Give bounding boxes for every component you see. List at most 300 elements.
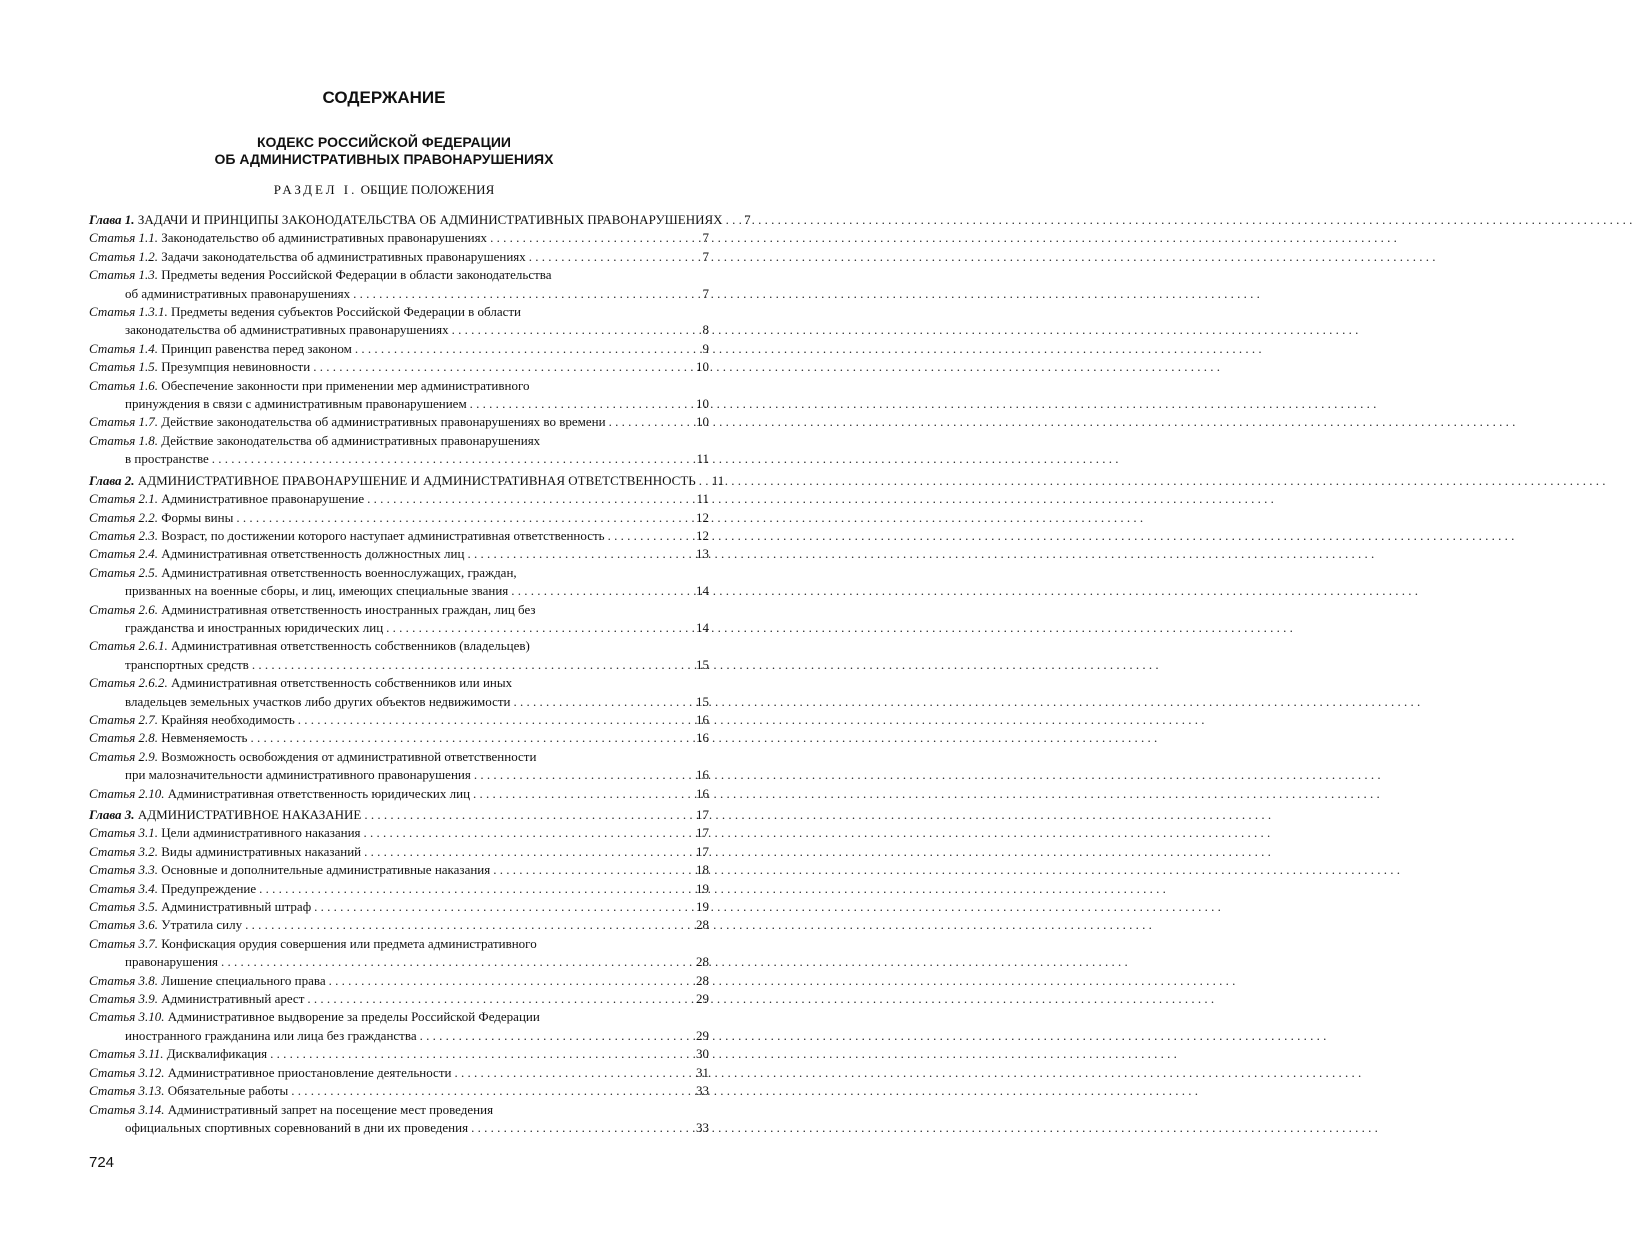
toc-article[interactable] — [89, 432, 709, 469]
leader-dots — [473, 785, 693, 803]
article-label: Статья 2.3. — [89, 527, 158, 543]
toc-article[interactable] — [89, 935, 709, 972]
toc-article[interactable] — [89, 824, 709, 842]
toc-line — [89, 377, 709, 395]
entry-title-text: Дисквалификация — [166, 1046, 268, 1062]
article-label: Статья 3.12. — [89, 1064, 165, 1080]
toc-line-text — [89, 806, 361, 824]
entry-page-number: 30 — [696, 1046, 709, 1062]
article-label: Статья 2.5. — [89, 564, 158, 580]
entry-page-number: 16 — [696, 730, 709, 746]
article-label: Статья 1.8. — [89, 432, 158, 448]
toc-line-text — [125, 395, 467, 413]
article-label: Статья 2.9. — [89, 748, 158, 764]
article-label: Статья 3.5. — [89, 899, 158, 915]
toc-line-text — [89, 916, 242, 934]
toc-line-text — [125, 1119, 468, 1137]
toc-line — [89, 229, 709, 247]
entry-title-text: владельцев земельных участков либо других объектов недвижимости — [125, 693, 511, 709]
leader-dots — [467, 545, 693, 563]
entry-page-number: 15 — [696, 693, 709, 709]
toc-line — [89, 1027, 709, 1045]
entry-title-text: правонарушения — [125, 954, 219, 970]
toc-line-text — [125, 619, 383, 637]
toc-line-text — [125, 582, 508, 600]
entry-page-number: 19 — [696, 899, 709, 915]
article-label: Статья 1.6. — [89, 377, 158, 393]
toc-line — [89, 861, 709, 879]
entry-title-text: ЗАДАЧИ И ПРИНЦИПЫ ЗАКОНОДАТЕЛЬСТВА ОБ АДМИНИСТРАТИВНЫХ ПРАВОНАРУШЕНИЯХ — [137, 212, 723, 227]
toc-line-text — [89, 898, 311, 916]
toc-line-text — [125, 656, 249, 674]
article-label: Статья 3.14. — [89, 1101, 165, 1117]
toc-article[interactable] — [89, 509, 709, 527]
toc-line — [89, 266, 709, 284]
entry-title-text: законодательства об административных правонарушениях — [125, 322, 449, 338]
toc-article[interactable] — [89, 229, 709, 247]
entry-title-text: гражданства и иностранных юридических лиц — [125, 619, 384, 635]
article-label: Статья 3.4. — [89, 880, 158, 896]
entry-page-number: 33 — [696, 1119, 709, 1135]
article-label: Статья 2.2. — [89, 509, 158, 525]
entry-page-number: 29 — [696, 991, 709, 1007]
entry-page-number: 17 — [696, 807, 709, 822]
toc-line-text — [89, 565, 517, 580]
toc-line — [89, 582, 709, 600]
entry-page-number: 14 — [696, 619, 709, 635]
toc-line-text — [125, 953, 218, 971]
entry-title-text: Административная ответственность юридических лиц — [167, 785, 471, 801]
entry-title-text: Административный арест — [161, 991, 305, 1007]
entry-page-number: 18 — [696, 862, 709, 878]
section-label: РАЗДЕЛ I. — [273, 182, 358, 197]
toc-article[interactable] — [89, 637, 709, 674]
toc-line-text — [89, 545, 464, 563]
toc-article[interactable] — [89, 972, 709, 990]
leader-dots — [245, 916, 693, 934]
toc-article[interactable] — [89, 358, 709, 376]
leader-dots — [699, 472, 709, 490]
toc-chapter[interactable] — [89, 806, 709, 824]
toc-line-text — [89, 1009, 540, 1024]
article-label: Статья 2.7. — [89, 711, 158, 727]
toc-line — [89, 303, 709, 321]
toc-line — [89, 1008, 709, 1026]
toc-line — [89, 1045, 709, 1063]
toc-article[interactable] — [89, 377, 709, 414]
toc-line — [89, 413, 709, 431]
entry-title-text: Предметы ведения субъектов Российской Федерации в области — [171, 304, 522, 320]
toc-article[interactable] — [89, 564, 709, 601]
section-title: ОБЩИЕ ПОЛОЖЕНИЯ — [360, 182, 495, 197]
article-label: Статья 1.2. — [89, 248, 158, 264]
toc-line-text — [89, 358, 310, 376]
entry-page-number: 12 — [696, 509, 709, 525]
toc-line — [89, 953, 709, 971]
toc-article[interactable] — [89, 1064, 709, 1082]
entry-page-number: 10 — [696, 414, 709, 430]
toc-line-text — [89, 490, 364, 508]
toc-line — [89, 395, 709, 413]
entry-title-text: Утратила силу — [161, 917, 243, 933]
toc-line — [89, 321, 709, 339]
table-of-contents — [89, 208, 751, 1137]
entry-page-number: 16 — [696, 711, 709, 727]
toc-line — [89, 1064, 709, 1082]
entry-title-text: Административная ответственность собственников (владельцев) — [171, 638, 530, 654]
toc-article[interactable] — [89, 545, 709, 563]
article-label: Статья 3.9. — [89, 991, 158, 1007]
toc-line-text — [89, 843, 361, 861]
section-heading — [0, 182, 768, 198]
entry-page-number: 7 — [702, 230, 709, 246]
toc-line-text — [89, 229, 487, 247]
toc-line-text — [89, 880, 256, 898]
toc-article[interactable] — [89, 916, 709, 934]
toc-line — [89, 432, 709, 450]
entry-page-number: 7 — [702, 285, 709, 301]
toc-article[interactable] — [89, 898, 709, 916]
toc-line-text — [89, 378, 529, 393]
toc-line — [89, 509, 709, 527]
article-label: Статья 1.7. — [89, 414, 158, 430]
entry-title-text: официальных спортивных соревнований в дни их проведения — [125, 1119, 469, 1135]
toc-line-text — [89, 785, 470, 803]
toc-line-text — [89, 413, 606, 431]
toc-line-text — [89, 1064, 451, 1082]
entry-title-text: Административное приостановление деятельности — [167, 1064, 452, 1080]
toc-line-text — [89, 340, 352, 358]
toc-line-text — [89, 1082, 288, 1100]
page-number: 724 — [89, 1154, 115, 1171]
toc-article[interactable] — [89, 248, 709, 266]
toc-line — [89, 656, 709, 674]
toc-line-text — [89, 472, 696, 490]
toc-line-text — [125, 693, 510, 711]
article-label: Статья 2.6.2. — [89, 675, 168, 691]
entry-page-number: 11 — [696, 491, 709, 507]
toc-line-text — [89, 972, 326, 990]
entry-page-number: 16 — [696, 785, 709, 801]
entry-title-text: Предметы ведения Российской Федерации в области законодательства — [161, 267, 552, 283]
toc-line — [89, 674, 709, 692]
entry-page-number: 33 — [696, 1083, 709, 1099]
toc-article[interactable] — [89, 843, 709, 861]
toc-line — [89, 564, 709, 582]
leader-dots — [529, 248, 694, 266]
leader-dots — [726, 211, 736, 229]
toc-line — [89, 1082, 709, 1100]
entry-title-text: АДМИНИСТРАТИВНОЕ НАКАЗАНИЕ — [137, 807, 362, 822]
toc-line — [89, 972, 709, 990]
toc-line — [89, 527, 709, 545]
entry-page-number: 12 — [696, 527, 709, 543]
entry-page-number: 14 — [696, 583, 709, 599]
entry-title-text: Законодательство об административных правонарушениях — [161, 230, 488, 246]
article-label: Статья 1.1. — [89, 230, 158, 246]
leader-dots — [513, 693, 693, 711]
leader-dots — [236, 509, 693, 527]
toc-line — [89, 824, 709, 842]
article-label: Статья 3.8. — [89, 972, 158, 988]
entry-page-number: 15 — [696, 656, 709, 672]
article-label: Статья 2.4. — [89, 546, 158, 562]
article-label: Статья 3.7. — [89, 935, 158, 951]
leader-dots — [314, 898, 693, 916]
entry-title-text: принуждения в связи с административным правонарушением — [125, 396, 467, 412]
entry-title-text: Крайняя необходимость — [161, 711, 295, 727]
entry-title-text: Административный штраф — [161, 899, 312, 915]
entry-title-text: в пространстве — [125, 451, 209, 467]
leader-dots — [291, 1082, 693, 1100]
entry-page-number: 10 — [696, 359, 709, 375]
entry-title-text: Административная ответственность военнослужащих, граждан, — [161, 564, 517, 580]
leader-dots — [313, 358, 693, 376]
leader-dots — [364, 806, 693, 824]
toc-line-text — [89, 861, 490, 879]
toc-article[interactable] — [89, 303, 709, 340]
toc-line-text — [89, 711, 295, 729]
toc-line-text — [89, 602, 536, 617]
toc-article[interactable] — [89, 711, 709, 729]
leader-dots — [259, 880, 693, 898]
article-label: Статья 2.6.1. — [89, 638, 168, 654]
toc-line — [89, 898, 709, 916]
toc-article[interactable] — [89, 729, 709, 747]
entry-title-text: Действие законодательства об административных правонарушениях — [161, 432, 541, 448]
leader-dots — [252, 656, 693, 674]
toc-line — [89, 285, 709, 303]
code-title-line-2: ОБ АДМИНИСТРАТИВНЫХ ПРАВОНАРУШЕНИЯХ — [214, 151, 554, 167]
entry-page-number: 28 — [696, 917, 709, 933]
toc-article[interactable] — [89, 1008, 709, 1045]
entry-title-text: Формы вины — [161, 509, 234, 525]
entry-page-number: 11 — [696, 451, 709, 467]
toc-chapter[interactable] — [89, 211, 751, 229]
article-label: Статья 3.6. — [89, 917, 158, 933]
entry-title-text: Административный запрет на посещение мест проведения — [167, 1101, 494, 1117]
entry-page-number: 7 — [702, 248, 709, 264]
entry-title-text: Обязательные работы — [167, 1083, 289, 1099]
entry-title-text: призванных на военные сборы, и лиц, имеющих специальные звания — [125, 583, 509, 599]
toc-article[interactable] — [89, 748, 709, 785]
leader-dots — [270, 1045, 693, 1063]
toc-line — [89, 248, 709, 266]
entry-page-number: 17 — [696, 825, 709, 841]
leader-dots — [367, 490, 693, 508]
toc-line-text — [89, 304, 521, 319]
leader-dots — [471, 1119, 693, 1137]
leader-dots — [221, 953, 693, 971]
document-page — [0, 0, 768, 1241]
entry-title-text: Действие законодательства об административных правонарушениях во времени — [161, 414, 606, 430]
toc-article[interactable] — [89, 490, 709, 508]
leader-dots — [511, 582, 693, 600]
entry-title-text: Обеспечение законности при применении мер административного — [161, 377, 530, 393]
leader-dots — [608, 527, 693, 545]
toc-line — [89, 880, 709, 898]
leader-dots — [470, 395, 693, 413]
toc-line-text — [89, 509, 233, 527]
article-label: Статья 1.5. — [89, 359, 158, 375]
toc-article[interactable] — [89, 785, 709, 803]
leader-dots — [329, 972, 693, 990]
leader-dots — [364, 824, 693, 842]
toc-line-text — [125, 285, 350, 303]
toc-line-text — [89, 824, 361, 842]
toc-line-text — [89, 248, 526, 266]
toc-line — [89, 358, 709, 376]
entry-title-text: Конфискация орудия совершения или предмета административного — [161, 935, 537, 951]
entry-page-number: 28 — [696, 954, 709, 970]
toc-line-text — [89, 527, 605, 545]
toc-line — [89, 211, 751, 229]
toc-line — [89, 1119, 709, 1137]
article-label: Статья 3.1. — [89, 825, 158, 841]
entry-page-number: 9 — [702, 340, 709, 356]
toc-line-text — [125, 766, 471, 784]
toc-line — [89, 450, 709, 468]
leader-dots — [454, 1064, 693, 1082]
article-label: Статья 2.10. — [89, 785, 165, 801]
toc-article[interactable] — [89, 674, 709, 711]
entry-title-text: Невменяемость — [161, 730, 248, 746]
leader-dots — [250, 729, 693, 747]
leader-dots — [420, 1027, 693, 1045]
toc-line-text — [89, 1045, 267, 1063]
toc-line — [89, 843, 709, 861]
toc-article[interactable] — [89, 1082, 709, 1100]
toc-article[interactable] — [89, 861, 709, 879]
entry-title-text: Цели административного наказания — [161, 825, 361, 841]
toc-chapter[interactable] — [89, 472, 725, 490]
toc-line-text — [89, 675, 512, 690]
article-label: Статья 1.3. — [89, 267, 158, 283]
leader-dots — [490, 229, 694, 247]
entry-page-number: 29 — [696, 1027, 709, 1043]
article-label: Статья 1.4. — [89, 340, 158, 356]
toc-article[interactable] — [89, 1101, 709, 1138]
leader-dots — [355, 340, 694, 358]
leader-dots — [452, 321, 694, 339]
toc-line — [89, 729, 709, 747]
toc-article[interactable] — [89, 266, 709, 303]
toc-article[interactable] — [89, 340, 709, 358]
toc-line — [89, 637, 709, 655]
chapter-label: Глава 3. — [89, 807, 135, 822]
toc-line — [89, 990, 709, 1008]
toc-line-text — [89, 267, 552, 282]
toc-article[interactable] — [89, 880, 709, 898]
leader-dots — [212, 450, 694, 468]
entry-title-text: иностранного гражданина или лица без гражданства — [125, 1027, 417, 1043]
toc-line — [89, 748, 709, 766]
toc-article[interactable] — [89, 527, 709, 545]
leader-dots — [474, 766, 693, 784]
toc-line-text — [89, 433, 540, 448]
entry-title-text: Основные и дополнительные административные наказания — [161, 862, 491, 878]
entry-title-text: Предупреждение — [161, 880, 257, 896]
toc-line — [89, 711, 709, 729]
toc-line — [89, 619, 709, 637]
entry-title-text: Задачи законодательства об административных правонарушениях — [161, 248, 526, 264]
article-label: Статья 2.6. — [89, 601, 158, 617]
entry-page-number: 31 — [696, 1064, 709, 1080]
toc-line-text — [125, 450, 209, 468]
entry-title-text: Виды административных наказаний — [161, 843, 362, 859]
toc-line — [89, 545, 709, 563]
toc-line — [89, 935, 709, 953]
entry-page-number: 10 — [696, 396, 709, 412]
entry-title-text: при малозначительности административного правонарушения — [125, 767, 471, 783]
toc-line — [89, 806, 709, 824]
article-label: Статья 3.11. — [89, 1046, 164, 1062]
entry-page-number: 7 — [744, 212, 751, 227]
entry-page-number: 28 — [696, 972, 709, 988]
entry-title-text: Административная ответственность собственников или иных — [171, 675, 513, 691]
leader-dots — [307, 990, 693, 1008]
entry-title-text: Лишение специального права — [161, 972, 326, 988]
toc-line-text — [89, 638, 530, 653]
toc-line — [89, 766, 709, 784]
toc-article[interactable] — [89, 990, 709, 1008]
entry-page-number: 13 — [696, 546, 709, 562]
entry-title-text: Административное правонарушение — [161, 491, 365, 507]
toc-line-text — [125, 1027, 417, 1045]
entry-title-text: транспортных средств — [125, 656, 249, 672]
chapter-label: Глава 2. — [89, 472, 135, 488]
leader-dots — [298, 711, 693, 729]
article-label: Статья 3.10. — [89, 1009, 165, 1025]
leader-dots — [493, 861, 693, 879]
leader-dots — [353, 285, 694, 303]
toc-line — [89, 1101, 709, 1119]
entry-title-text: Административная ответственность должностных лиц — [161, 546, 465, 562]
leader-dots — [386, 619, 693, 637]
entry-page-number: 19 — [696, 880, 709, 896]
entry-title-text: Административное выдворение за пределы Российской Федерации — [167, 1009, 540, 1025]
toc-line — [89, 340, 709, 358]
toc-line-text — [89, 990, 304, 1008]
article-label: Статья 1.3.1. — [89, 304, 168, 320]
toc-line — [89, 490, 709, 508]
leader-dots — [609, 413, 693, 431]
toc-line — [89, 693, 709, 711]
article-label: Статья 3.2. — [89, 843, 158, 859]
entry-title-text: Принцип равенства перед законом — [161, 340, 352, 356]
toc-article[interactable] — [89, 601, 709, 638]
toc-line-text — [89, 936, 537, 951]
toc-line — [89, 601, 709, 619]
entry-page-number: 17 — [696, 843, 709, 859]
toc-line — [89, 785, 709, 803]
article-label: Статья 2.8. — [89, 730, 158, 746]
toc-line — [89, 916, 709, 934]
entry-title-text: Возможность освобождения от административной ответственности — [161, 748, 537, 764]
code-title-line-1: КОДЕКС РОССИЙСКОЙ ФЕДЕРАЦИИ — [257, 134, 511, 150]
toc-article[interactable] — [89, 413, 709, 431]
toc-line-text — [89, 749, 536, 764]
chapter-label: Глава 1. — [89, 212, 135, 227]
article-label: Статья 2.1. — [89, 491, 158, 507]
page-title: СОДЕРЖАНИЕ — [322, 88, 446, 107]
toc-article[interactable] — [89, 1045, 709, 1063]
entry-page-number: 8 — [702, 322, 709, 338]
leader-dots — [364, 843, 693, 861]
entry-title-text: Возраст, по достижении которого наступает административная ответственность — [161, 527, 605, 543]
entry-title-text: об административных правонарушениях — [125, 285, 351, 301]
entry-page-number: 16 — [696, 767, 709, 783]
